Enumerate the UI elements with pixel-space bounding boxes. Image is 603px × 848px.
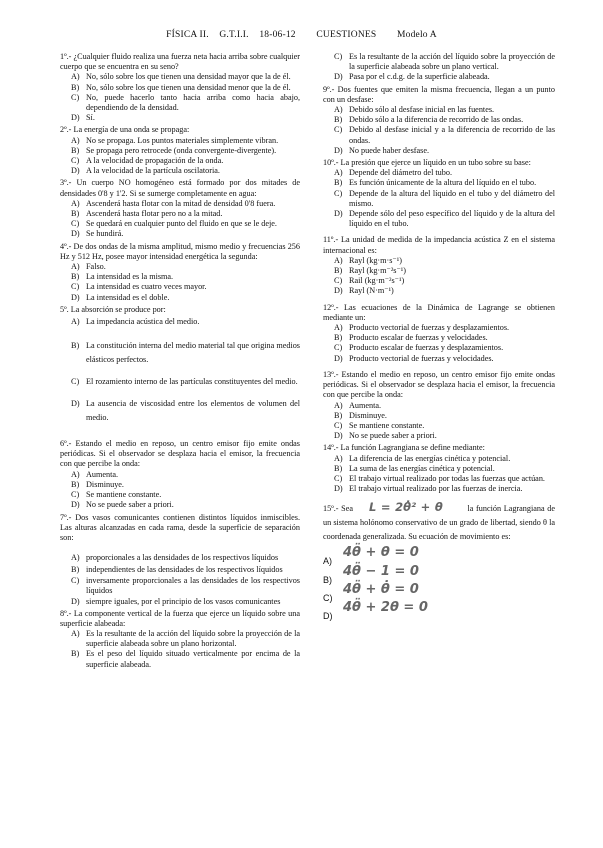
option-letter: B) bbox=[71, 341, 80, 351]
option-text: No, puede hacerlo tanto hacia arriba como hacia abajo, dependiendo de la densidad. bbox=[86, 92, 300, 113]
option-letter: B) bbox=[71, 649, 80, 659]
answer-option bbox=[60, 136, 300, 146]
option-letter: D) bbox=[71, 113, 80, 123]
question-text: 14º.- La función Lagrangiana se define mediante: bbox=[323, 443, 485, 453]
option-letter: A) bbox=[334, 105, 343, 115]
option-letter: C) bbox=[334, 125, 343, 135]
answer-option bbox=[323, 146, 555, 156]
answer-option bbox=[323, 333, 555, 343]
option-letter: D) bbox=[71, 229, 80, 239]
answer-option bbox=[323, 115, 555, 125]
header-course: G.T.I.I. bbox=[219, 30, 249, 40]
option-text: No se propaga. Los puntos materiales simplemente vibran. bbox=[86, 135, 279, 145]
option-letter: A) bbox=[71, 198, 80, 208]
answer-option bbox=[323, 209, 555, 229]
option-text: No puede haber desfase. bbox=[349, 145, 430, 155]
answer-option bbox=[323, 354, 555, 364]
option-letter: A) bbox=[71, 629, 80, 639]
option-text: La impedancia acústica del medio. bbox=[86, 317, 200, 327]
answer-option bbox=[323, 484, 555, 494]
option-letter: B) bbox=[71, 209, 80, 219]
option-letter: C) bbox=[323, 592, 333, 603]
question-text: 11º.- La unidad de medida de la impedancia acústica Z en el sistema internacional es: bbox=[323, 235, 555, 255]
option-text: La intensidad es el doble. bbox=[86, 292, 170, 302]
option-text: Depende de la altura del líquido en el tubo y del diámetro del mismo. bbox=[349, 188, 555, 208]
option-letter: C) bbox=[71, 377, 80, 387]
option-letter: C) bbox=[334, 343, 343, 353]
option-letter: A) bbox=[71, 262, 80, 272]
option-letter: B) bbox=[71, 479, 80, 489]
option-letter: A) bbox=[334, 453, 343, 463]
equation-formula: 4θ̈ + θ̇ = 0 bbox=[343, 581, 419, 597]
question-text: 8º.- La componente vertical de la fuerza que ejerce un líquido sobre una superficie alabeada: bbox=[60, 608, 300, 628]
question-12 bbox=[323, 303, 555, 364]
option-letter: C) bbox=[334, 52, 343, 61]
option-text: Producto escalar de fuerzas y desplazamientos. bbox=[349, 343, 504, 353]
option-letter: B) bbox=[334, 266, 343, 276]
option-text: El rozamiento interno de las partículas constituyentes del medio. bbox=[86, 377, 298, 387]
option-text: La intensidad es cuatro veces mayor. bbox=[86, 282, 207, 292]
option-letter: B) bbox=[71, 564, 80, 574]
option-letter: C) bbox=[71, 576, 80, 586]
option-text: La diferencia de las energías cinética y potencial. bbox=[349, 453, 511, 463]
option-text: Se mantiene constante. bbox=[86, 490, 162, 500]
option-text: Falso. bbox=[86, 262, 106, 272]
option-letter: D) bbox=[323, 610, 333, 621]
option-text: Debido sólo al desfase inicial en las fuentes. bbox=[349, 105, 495, 115]
question-text: 9º.- Dos fuentes que emiten la misma frecuencia, llegan a un punto con un desfase: bbox=[323, 84, 555, 104]
option-letter: B) bbox=[334, 115, 343, 125]
option-letter: A) bbox=[71, 553, 80, 563]
option-letter: C) bbox=[71, 219, 80, 229]
option-text: La constitución interna del medio material tal que origina medios elásticos perfectos. bbox=[86, 341, 300, 365]
equation-formula: 4θ̈ − 1 = 0 bbox=[343, 563, 419, 579]
lagrangian-formula: L = 2θ̇² + θ bbox=[368, 500, 443, 515]
option-letter: D) bbox=[334, 353, 343, 363]
answer-option bbox=[323, 105, 555, 115]
question-7 bbox=[60, 513, 300, 607]
option-letter: B) bbox=[334, 333, 343, 343]
answer-option bbox=[60, 72, 300, 82]
answer-option bbox=[323, 72, 555, 82]
answer-option bbox=[60, 576, 300, 595]
option-letter: C) bbox=[71, 282, 80, 292]
option-letter: D) bbox=[334, 286, 343, 296]
option-letter: A) bbox=[334, 255, 343, 265]
header-model: Modelo A bbox=[396, 30, 437, 40]
option-text: La suma de las energías cinética y potencial. bbox=[349, 463, 495, 473]
answer-option bbox=[60, 490, 300, 500]
answer-option bbox=[323, 323, 555, 333]
answer-option bbox=[323, 343, 555, 353]
answer-option bbox=[60, 649, 300, 669]
answer-option bbox=[60, 209, 300, 219]
answer-option bbox=[60, 480, 300, 490]
answer-option bbox=[60, 229, 300, 239]
option-letter: A) bbox=[334, 168, 343, 178]
answer-option bbox=[323, 178, 555, 188]
answer-option bbox=[323, 411, 555, 421]
question-prefix: 15º.- Sea bbox=[323, 504, 353, 514]
question-8 bbox=[60, 609, 300, 670]
answer-option bbox=[60, 293, 300, 303]
question-text: 7º.- Dos vasos comunicantes contienen distintos líquidos inmiscibles. Las alturas alcanzadas en cada rama, desde la superficie de separación son: bbox=[60, 512, 300, 542]
option-letter: B) bbox=[71, 272, 80, 282]
option-letter: D) bbox=[71, 166, 80, 176]
option-text: Es el peso del líquido situado verticalmente por encima de la superficie alabeada. bbox=[86, 649, 300, 669]
answer-option bbox=[60, 339, 300, 367]
header-date: 18-06-12 bbox=[259, 30, 296, 40]
answer-option bbox=[323, 454, 555, 464]
question-4 bbox=[60, 242, 300, 303]
answer-option bbox=[323, 421, 555, 431]
question-10 bbox=[323, 158, 555, 229]
option-letter: A) bbox=[323, 556, 332, 567]
option-text: Es función únicamente de la altura del líquido en el tubo. bbox=[349, 178, 537, 188]
option-letter: A) bbox=[334, 400, 343, 410]
option-letter: A) bbox=[71, 469, 80, 479]
option-text: Producto vectorial de fuerzas y desplazamientos. bbox=[349, 323, 510, 333]
left-column bbox=[60, 52, 300, 672]
option-letter: D) bbox=[71, 597, 80, 607]
question-text: 6º.- Estando el medio en reposo, un centro emisor fijo emite ondas periódicas. Si el observador se desplaza hacia el emisor, la frecuencia con que percibe la onda: bbox=[60, 439, 300, 469]
page-header bbox=[0, 30, 603, 40]
answer-option bbox=[323, 125, 555, 145]
answer-option bbox=[60, 565, 300, 575]
option-text: Pasa por el c.d.g. de la superficie alabeada. bbox=[349, 72, 490, 82]
answer-option bbox=[323, 474, 555, 484]
option-letter: D) bbox=[71, 500, 80, 510]
option-text: Depende del diámetro del tubo. bbox=[349, 168, 452, 178]
option-text: El trabajo virtual realizado por las fuerzas de inercia. bbox=[349, 484, 523, 494]
question-text: 12º.- Las ecuaciones de la Dinámica de Lagrange se obtienen mediante un: bbox=[323, 302, 555, 322]
option-text: Disminuye. bbox=[86, 479, 124, 489]
option-letter: D) bbox=[334, 431, 343, 441]
equation-formula: 4θ̈ + 2θ = 0 bbox=[343, 599, 428, 615]
answer-option bbox=[60, 166, 300, 176]
answer-option bbox=[60, 629, 300, 649]
option-text: Se mantiene constante. bbox=[349, 420, 425, 430]
option-text: proporcionales a las densidades de los respectivos líquidos bbox=[86, 553, 279, 563]
answer-option bbox=[60, 272, 300, 282]
option-text: Rayl (N·m⁻¹) bbox=[349, 286, 394, 296]
option-letter: B) bbox=[71, 82, 80, 92]
option-text: Se hundirá. bbox=[86, 229, 124, 239]
option-text: No, sólo sobre los que tienen una densidad menor que la de él. bbox=[86, 82, 291, 92]
question-body: la función Lagrangiana de un sistema holónomo conservativo de un grado de libertad, siendo θ la coordenada generalizada. Su ecuación de movimiento es: bbox=[323, 504, 555, 542]
answer-option bbox=[60, 397, 300, 425]
option-letter: C) bbox=[334, 473, 343, 483]
question-9 bbox=[323, 85, 555, 156]
option-text: Debido al desfase inicial y a la diferencia de recorrido de las ondas. bbox=[349, 125, 555, 145]
option-text: inversamente proporcionales a las densidades de los respectivos líquidos bbox=[86, 576, 300, 595]
question-text: 3º.- Un cuerpo NO homogéneo está formado por dos mitades de densidades 0'8 y 1'2. Si se sumerge completamente en agua: bbox=[60, 178, 300, 198]
answer-option bbox=[323, 256, 555, 266]
question-1 bbox=[60, 52, 300, 123]
option-text: Disminuye. bbox=[349, 410, 387, 420]
option-text: Se propaga pero retrocede (onda convergente-divergente). bbox=[86, 145, 277, 155]
option-text: No se puede saber a priori. bbox=[349, 431, 437, 441]
option-text: Producto escalar de fuerzas y velocidades. bbox=[349, 333, 488, 343]
option-letter: D) bbox=[334, 72, 343, 82]
option-text: Ascenderá hasta flotar pero no a la mitad. bbox=[86, 209, 223, 219]
answer-option bbox=[60, 83, 300, 93]
option-text: A la velocidad de propagación de la onda. bbox=[86, 156, 224, 166]
option-text: Es la resultante de la acción del líquido sobre la proyección de la superficie alabeada sobre un plano horizontal. bbox=[86, 629, 300, 649]
answer-option bbox=[60, 219, 300, 229]
answer-option bbox=[60, 262, 300, 272]
question-text: 4º.- De dos ondas de la misma amplitud, mismo medio y frecuencias 256 Hz y 512 Hz, posee mayor intensidad energética la segunda: bbox=[60, 241, 300, 261]
equation-option bbox=[323, 599, 555, 621]
option-letter: C) bbox=[334, 188, 343, 198]
header-section: CUESTIONES bbox=[316, 30, 377, 40]
question-11 bbox=[323, 235, 555, 296]
answer-option bbox=[60, 199, 300, 209]
question-8 bbox=[323, 52, 555, 83]
option-letter: B) bbox=[334, 463, 343, 473]
answer-option bbox=[60, 282, 300, 292]
question-2 bbox=[60, 125, 300, 176]
answer-option bbox=[323, 401, 555, 411]
question-text: 5º. La absorción se produce por: bbox=[60, 304, 166, 314]
question-text: 13º.- Estando el medio en reposo, un centro emisor fijo emite ondas periódicas. Si el observador se desplaza hacia el emisor, la frecuencia con que percibe la onda: bbox=[323, 369, 555, 400]
option-letter: C) bbox=[334, 276, 343, 286]
option-letter: D) bbox=[334, 145, 343, 155]
option-text: Producto vectorial de fuerzas y velocidades. bbox=[349, 353, 494, 363]
answer-option bbox=[323, 286, 555, 296]
option-letter: A) bbox=[334, 323, 343, 333]
option-text: Sí. bbox=[86, 113, 95, 123]
answer-option bbox=[60, 146, 300, 156]
option-text: El trabajo virtual realizado por todas las fuerzas que actúan. bbox=[349, 473, 545, 483]
option-text: No, sólo sobre los que tienen una densidad mayor que la de él. bbox=[86, 72, 291, 82]
question-text bbox=[323, 500, 555, 544]
answer-option bbox=[323, 52, 555, 72]
answer-option bbox=[60, 315, 300, 329]
question-text: 2º.- La energía de una onda se propaga: bbox=[60, 125, 190, 135]
answer-option bbox=[60, 553, 300, 563]
answer-option bbox=[60, 470, 300, 480]
option-letter: C) bbox=[71, 156, 80, 166]
option-letter: D) bbox=[71, 399, 80, 409]
answer-option bbox=[323, 464, 555, 474]
option-letter: C) bbox=[334, 420, 343, 430]
option-letter: B) bbox=[334, 410, 343, 420]
answer-option bbox=[323, 189, 555, 209]
answer-option bbox=[323, 266, 555, 276]
question-text: 1º.- ¿Cualquier fluido realiza una fuerza neta hacia arriba sobre cualquier cuerpo que se encuentra en su seno? bbox=[60, 52, 300, 72]
option-text: siempre iguales, por el principio de los vasos comunicantes bbox=[86, 597, 281, 607]
option-letter: A) bbox=[71, 72, 80, 82]
option-text: Debido sólo a la diferencia de recorrido de las ondas. bbox=[349, 115, 524, 125]
answer-option bbox=[323, 276, 555, 286]
option-text: Es la resultante de la acción del líquido sobre la proyección de la superficie alabeada sobre un plano vertical. bbox=[349, 52, 555, 72]
option-text: Rayl (kg·m·s⁻¹) bbox=[349, 255, 402, 265]
option-text: La ausencia de viscosidad entre los elementos de volumen del medio. bbox=[86, 399, 300, 423]
option-letter: C) bbox=[71, 490, 80, 500]
option-letter: B) bbox=[334, 178, 343, 188]
option-text: Aumenta. bbox=[349, 400, 382, 410]
answer-option bbox=[60, 375, 300, 389]
option-text: Rail (kg·m⁻²s⁻¹) bbox=[349, 276, 405, 286]
option-text: A la velocidad de la partícula oscilatoria. bbox=[86, 166, 220, 176]
question-5 bbox=[60, 305, 300, 425]
option-letter: A) bbox=[71, 135, 80, 145]
option-letter: C) bbox=[71, 92, 80, 102]
option-text: Depende sólo del peso específico del líquido y de la altura del líquido en el tubo. bbox=[349, 209, 555, 229]
answer-option bbox=[60, 156, 300, 166]
question-14 bbox=[323, 443, 555, 494]
option-letter: D) bbox=[71, 292, 80, 302]
answer-option bbox=[323, 431, 555, 441]
answer-option bbox=[60, 93, 300, 113]
right-column bbox=[323, 52, 555, 623]
option-text: Rayl (kg·m⁻²s⁻¹) bbox=[349, 266, 406, 276]
option-text: La intensidad es la misma. bbox=[86, 272, 174, 282]
question-text: 10º.- La presión que ejerce un líquido en un tubo sobre su base: bbox=[323, 158, 531, 168]
option-text: No se puede saber a priori. bbox=[86, 500, 174, 510]
header-subject: FÍSICA II. bbox=[166, 30, 209, 40]
option-letter: A) bbox=[71, 317, 80, 327]
answer-option bbox=[60, 597, 300, 607]
answer-option bbox=[323, 168, 555, 178]
option-text: Ascenderá hasta flotar con la mitad de densidad 0'8 fuera. bbox=[86, 198, 276, 208]
option-text: Se quedará en cualquier punto del fluido en que se le deje. bbox=[86, 219, 277, 229]
question-6 bbox=[60, 439, 300, 510]
option-letter: B) bbox=[323, 574, 332, 585]
question-13 bbox=[323, 370, 555, 441]
option-letter: D) bbox=[334, 484, 343, 494]
option-letter: B) bbox=[71, 145, 80, 155]
option-text: independientes de las densidades de los respectivos líquidos bbox=[86, 564, 283, 574]
answer-option bbox=[60, 113, 300, 123]
option-letter: D) bbox=[334, 209, 343, 219]
equation-formula: 4θ̈ + θ = 0 bbox=[343, 545, 419, 561]
answer-option bbox=[60, 500, 300, 510]
option-text: Aumenta. bbox=[86, 469, 119, 479]
question-15 bbox=[323, 500, 555, 621]
question-3 bbox=[60, 178, 300, 239]
